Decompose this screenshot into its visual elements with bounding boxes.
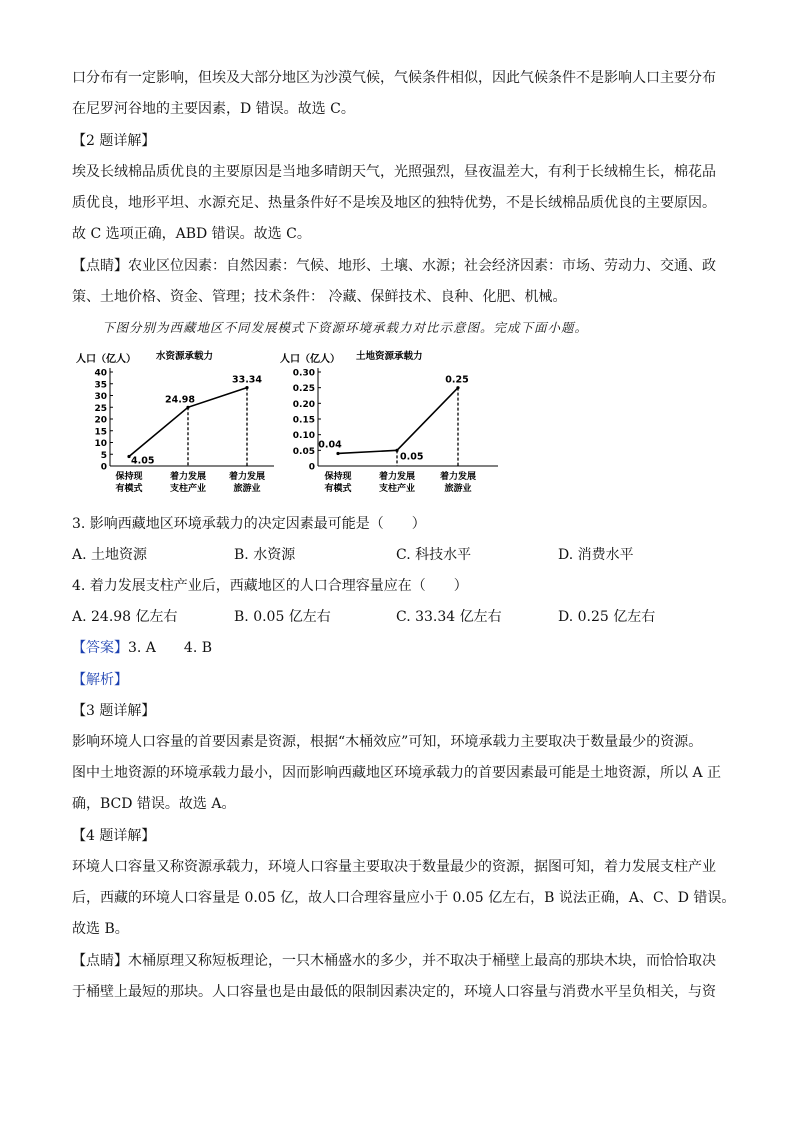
x-category-label: 有模式 (115, 484, 143, 494)
text-line: 环境人口容量又称资源承载力，环境人口容量主要取决于数量最少的资源，据图可知，着力发展支柱产业 (72, 859, 716, 875)
text-line: 策、土地价格、资金、管理；技术条件： 冷藏、保鲜技术、良种、化肥、机械。 (72, 289, 567, 305)
text-line: 口分布有一定影响，但埃及大部分地区为沙漠气候，气候条件相似，因此气候条件不是影响人口主要分布 (72, 70, 716, 86)
y-tick-label: 0 (100, 462, 107, 473)
section-heading-q3: 【3 题详解】 (72, 703, 156, 719)
y-tick-label: 40 (94, 368, 107, 379)
q4-option-b: B. 0.05 亿左右 (234, 609, 331, 625)
q4-option-d: D. 0.25 亿左右 (558, 609, 656, 625)
analysis-heading: 【解析】 (72, 672, 128, 688)
text-line: 故选 B。 (72, 921, 129, 937)
q4-option-a: A. 24.98 亿左右 (72, 609, 178, 625)
text-line: 确，BCD 错误。故选 A。 (72, 796, 236, 812)
land-capacity-chart (276, 348, 506, 500)
y-tick-label: 0.25 (292, 384, 315, 395)
text-line: 埃及长绒棉品质优良的主要原因是当地多晴朗天气，光照强烈，昼夜温差大，有利于长绒棉生长，棉花品 (72, 164, 716, 180)
y-tick-label: 0.10 (292, 431, 315, 442)
data-label: 0.05 (400, 451, 424, 463)
text-line: 质优良，地形平坦、水源充足、热量条件好不是埃及地区的独特优势，不是长绒棉品质优良的主要原因。 (72, 195, 716, 211)
chart-ylabel: 人口（亿人） (76, 354, 136, 365)
text-line: 于桶壁上最短的那块。人口容量也是由最低的限制因素决定的，环境人口容量与消费水平呈负相关，与资 (72, 984, 716, 1000)
x-category-label: 着力发展 (169, 472, 207, 482)
data-point (186, 406, 189, 409)
question-4-stem: 4. 着力发展支柱产业后，西藏地区的人口合理容量应在（ ） (72, 578, 468, 594)
q3-option-a: A. 土地资源 (72, 547, 148, 563)
chart-ylabel: 人口（亿人） (280, 354, 340, 365)
figure-intro: 下图分别为西藏地区不同发展模式下资源环境承载力对比示意图。完成下面小题。 (102, 320, 589, 335)
x-category-label: 着力发展 (439, 472, 477, 482)
y-tick-label: 0.30 (292, 368, 315, 379)
x-category-label: 旅游业 (233, 484, 261, 494)
y-tick-label: 0 (308, 462, 315, 473)
y-tick-label: 30 (94, 392, 107, 402)
x-category-label: 着力发展 (228, 472, 266, 482)
answer-text: 3. A 4. B (128, 640, 213, 656)
data-point (395, 449, 398, 452)
y-tick-label: 0.20 (292, 399, 315, 410)
dianjing-paragraph (72, 256, 716, 276)
data-label: 0.04 (318, 439, 342, 451)
question-3-stem: 3. 影响西藏地区环境承载力的决定因素最可能是（ ） (72, 516, 426, 532)
x-category-label: 保持现 (115, 472, 143, 482)
x-category-label: 有模式 (324, 484, 352, 494)
text-line: 农业区位因素：自然因素：气候、地形、土壤、水源；社会经济因素：市场、劳动力、交通、政 (128, 258, 716, 274)
section-heading-q2: 【2 题详解】 (72, 133, 156, 149)
text-line: 图中土地资源的环境承载力最小，因而影响西藏地区环境承载力的首要因素最可能是土地资源，所以 A 正 (72, 765, 722, 781)
y-tick-label: 20 (94, 415, 107, 426)
x-category-label: 支柱产业 (378, 484, 416, 494)
chart-title: 水资源承载力 (156, 351, 214, 362)
x-category-label: 旅游业 (444, 484, 472, 494)
answer-label: 【答案】 (72, 640, 128, 656)
text-line: 木桶原理又称短板理论，一只木桶盛水的多少，并不取决于桶壁上最高的那块木块，而恰恰取决 (128, 953, 716, 969)
q3-option-c: C. 科技水平 (396, 547, 472, 563)
dianjing-label: 【点睛】 (72, 953, 128, 969)
dianjing-paragraph (72, 951, 716, 971)
data-label: 33.34 (231, 374, 263, 386)
y-tick-label: 0.05 (292, 446, 315, 457)
y-tick-label: 0.15 (292, 415, 315, 426)
dianjing-label: 【点睛】 (72, 258, 128, 274)
x-category-label: 保持现 (324, 472, 352, 482)
section-heading-q4: 【4 题详解】 (72, 828, 156, 844)
answer-line (72, 638, 212, 658)
data-label: 24.98 (164, 394, 196, 406)
y-tick-label: 25 (94, 403, 107, 414)
data-label: 0.25 (445, 374, 469, 386)
q3-option-d: D. 消费水平 (558, 547, 634, 563)
y-tick-label: 15 (94, 427, 107, 438)
text-line: 故 C 选项正确，ABD 错误。故选 C。 (72, 226, 311, 242)
text-line: 影响环境人口容量的首要因素是资源，根据“木桶效应”可知，环境承载力主要取决于数量最少的资源。 (72, 734, 703, 750)
data-point (245, 386, 248, 389)
x-category-label: 支柱产业 (169, 484, 207, 494)
chart-title: 土地资源承载力 (356, 351, 423, 362)
q4-option-c: C. 33.34 亿左右 (396, 609, 502, 625)
data-point (456, 386, 459, 389)
data-label: 4.05 (131, 455, 155, 467)
x-category-label: 着力发展 (378, 472, 416, 482)
water-capacity-chart (72, 348, 282, 500)
series-line (338, 388, 458, 454)
y-tick-label: 35 (94, 380, 107, 391)
y-tick-label: 10 (94, 439, 107, 449)
text-line: 在尼罗河谷地的主要因素，D 错误。故选 C。 (72, 101, 355, 117)
q3-option-b: B. 水资源 (234, 547, 296, 563)
text-line: 后，西藏的环境人口容量是 0.05 亿，故人口合理容量应小于 0.05 亿左右，B 说法正确，A、C、D 错误。 (72, 890, 736, 906)
y-tick-label: 5 (100, 450, 107, 461)
data-point (336, 452, 339, 455)
